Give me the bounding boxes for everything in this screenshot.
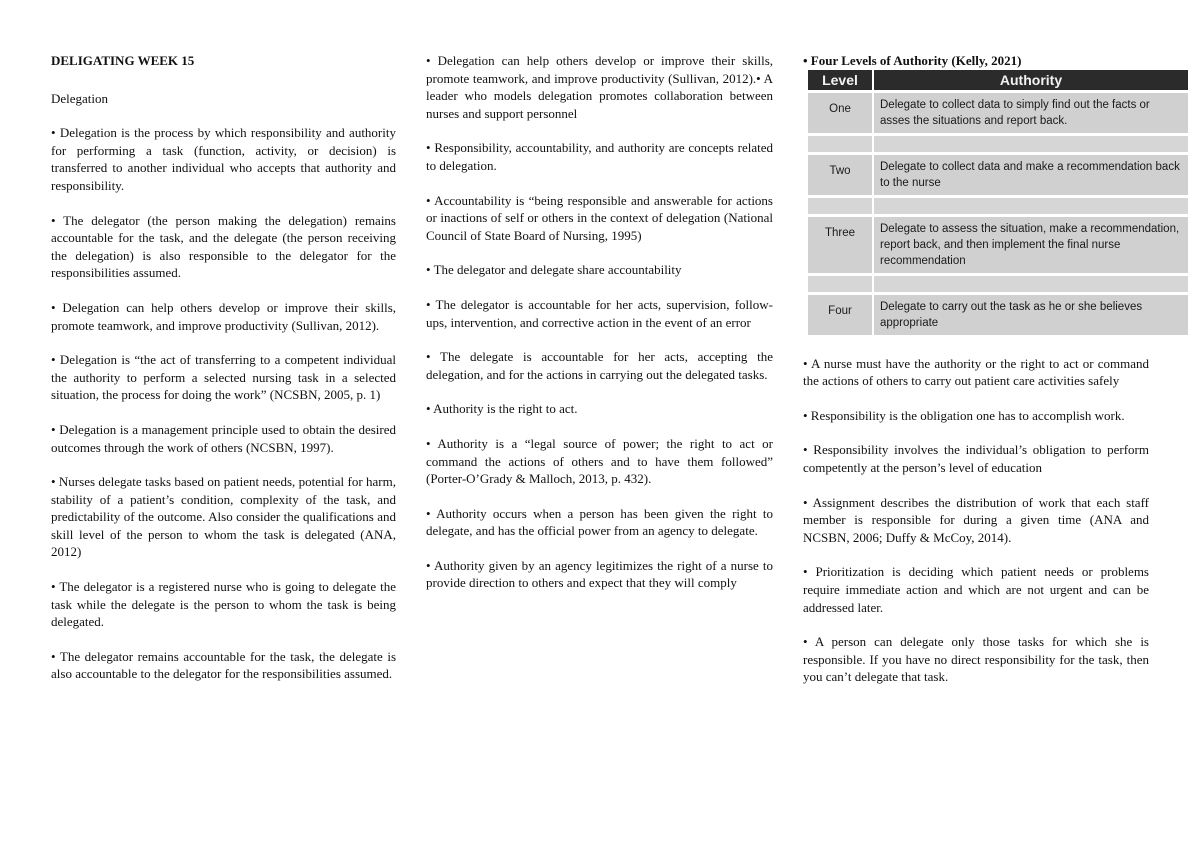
- paragraph: • Authority is the right to act.: [426, 401, 578, 417]
- paragraph: • Accountability is “being responsible and answerable for actions or inactions of self or others in the context of delegation (National Council of State Board of Nursing, 1995): [426, 192, 773, 243]
- paragraph: • Assignment describes the distribution of work that each staff member is responsible for during a given time (ANA and NCSBN, 2006; Duffy & McCoy, 2014).: [803, 494, 1149, 545]
- paragraph: • Delegation is the process by which responsibility and authority for performing a task (function, activity, or decision) is transferred to another individual who accepts that authority and responsibility.: [51, 125, 396, 193]
- paragraph: • Responsibility is the obligation one has to accomplish work.: [803, 407, 1125, 423]
- authority-cell: Delegate to collect data and make a recommendation back to the nurse: [873, 153, 1189, 196]
- paragraph: • Delegation is a management principle used to obtain the desired outcomes through the work of others (NCSBN, 1997).: [51, 421, 396, 455]
- paragraph: • A person can delegate only those tasks for which she is responsible. If you have no direct responsibility for the task, then you can’t delegate that task.: [803, 634, 1149, 685]
- paragraph: • A nurse must have the authority or the right to act or command the actions of others to carry out patient care activities safely: [803, 355, 1149, 389]
- paragraph: • Delegation is “the act of transferring to a competent individual the authority to perform a selected nursing task in a selected situation, the process for doing the work” (NCSBN, 2005, p. 1): [51, 352, 396, 403]
- paragraph: • Delegation can help others develop or improve their skills, promote teamwork, and improve productivity (Sullivan, 2012).• A leader who models delegation promotes collaboration between nurses and support personnel: [426, 53, 773, 121]
- table-header-row: [808, 70, 1189, 92]
- paragraph: • The delegator and delegate share accountability: [426, 262, 682, 278]
- column-1: [51, 52, 396, 700]
- table-row: [808, 215, 1189, 274]
- paragraph: • The delegator is a registered nurse who is going to delegate the task while the delegate is the person to whom the task is being delegated.: [51, 579, 396, 630]
- authority-cell: Delegate to collect data to simply find out the facts or asses the situations and report back.: [873, 91, 1189, 134]
- paragraph: • Nurses delegate tasks based on patient needs, potential for harm, stability of a patient’s condition, complexity of the task, and predictability of the outcome. Also consider the qualifications and skill level of the person to whom the task is delegated (ANA, 2012): [51, 474, 396, 560]
- table-row: [808, 293, 1189, 335]
- paragraph: • Authority given by an agency legitimizes the right of a nurse to provide direction to others and expect that they will comply: [426, 557, 773, 591]
- paragraph: • The delegator remains accountable for the task, the delegate is also accountable to the delegator for the responsibilities assumed.: [51, 648, 396, 682]
- paragraph: • Responsibility involves the individual’s obligation to perform competently at the person’s level of education: [803, 442, 1149, 475]
- level-cell: Two: [808, 153, 873, 196]
- table-spacer-row: [808, 134, 1189, 153]
- table-row: [808, 91, 1189, 134]
- table-spacer-row: [808, 196, 1189, 215]
- column-2: [426, 52, 773, 609]
- section-subtitle: Delegation: [51, 90, 109, 106]
- header-level: Level: [808, 70, 873, 92]
- authority-cell: Delegate to carry out the task as he or she believes appropriate: [873, 293, 1189, 335]
- paragraph: • Authority is a “legal source of power; the right to act or command the actions of others and to have them followed” (Porter-O’Grady & Malloch, 2013, p. 432).: [426, 435, 773, 487]
- level-cell: Four: [808, 293, 873, 335]
- authority-cell: Delegate to assess the situation, make a recommendation, report back, and then implement the final nurse recommendation: [873, 215, 1189, 274]
- level-cell: Three: [808, 215, 873, 274]
- authority-levels-table: [808, 70, 1190, 335]
- document-title: DELIGATING WEEK 15: [51, 53, 195, 68]
- paragraph: • Prioritization is deciding which patient needs or problems require immediate action and which are not urgent and can be addressed later.: [803, 564, 1149, 615]
- table-row: [808, 153, 1189, 196]
- paragraph: • Responsibility, accountability, and authority are concepts related to delegation.: [426, 140, 773, 173]
- level-cell: One: [808, 91, 873, 134]
- paragraph: • Authority occurs when a person has been given the right to delegate, and has the official power from an agency to delegate.: [426, 505, 773, 539]
- header-authority: Authority: [873, 70, 1189, 92]
- section-heading: • Four Levels of Authority (Kelly, 2021): [803, 53, 1022, 68]
- paragraph: • The delegator (the person making the delegation) remains accountable for the task, and the delegate (the person receiving the delegation) is also responsible to the delegator for the responsibilities assumed.: [51, 212, 396, 281]
- paragraph: • Delegation can help others develop or improve their skills, promote teamwork, and improve productivity (Sullivan, 2012).: [51, 299, 396, 333]
- paragraph: • The delegator is accountable for her acts, supervision, follow-ups, intervention, and corrective action in the event of an error: [426, 296, 773, 330]
- table-spacer-row: [808, 274, 1189, 293]
- paragraph: • The delegate is accountable for her acts, accepting the delegation, and for the actions in carrying out the delegated tasks.: [426, 349, 773, 382]
- column-3: [803, 52, 1180, 703]
